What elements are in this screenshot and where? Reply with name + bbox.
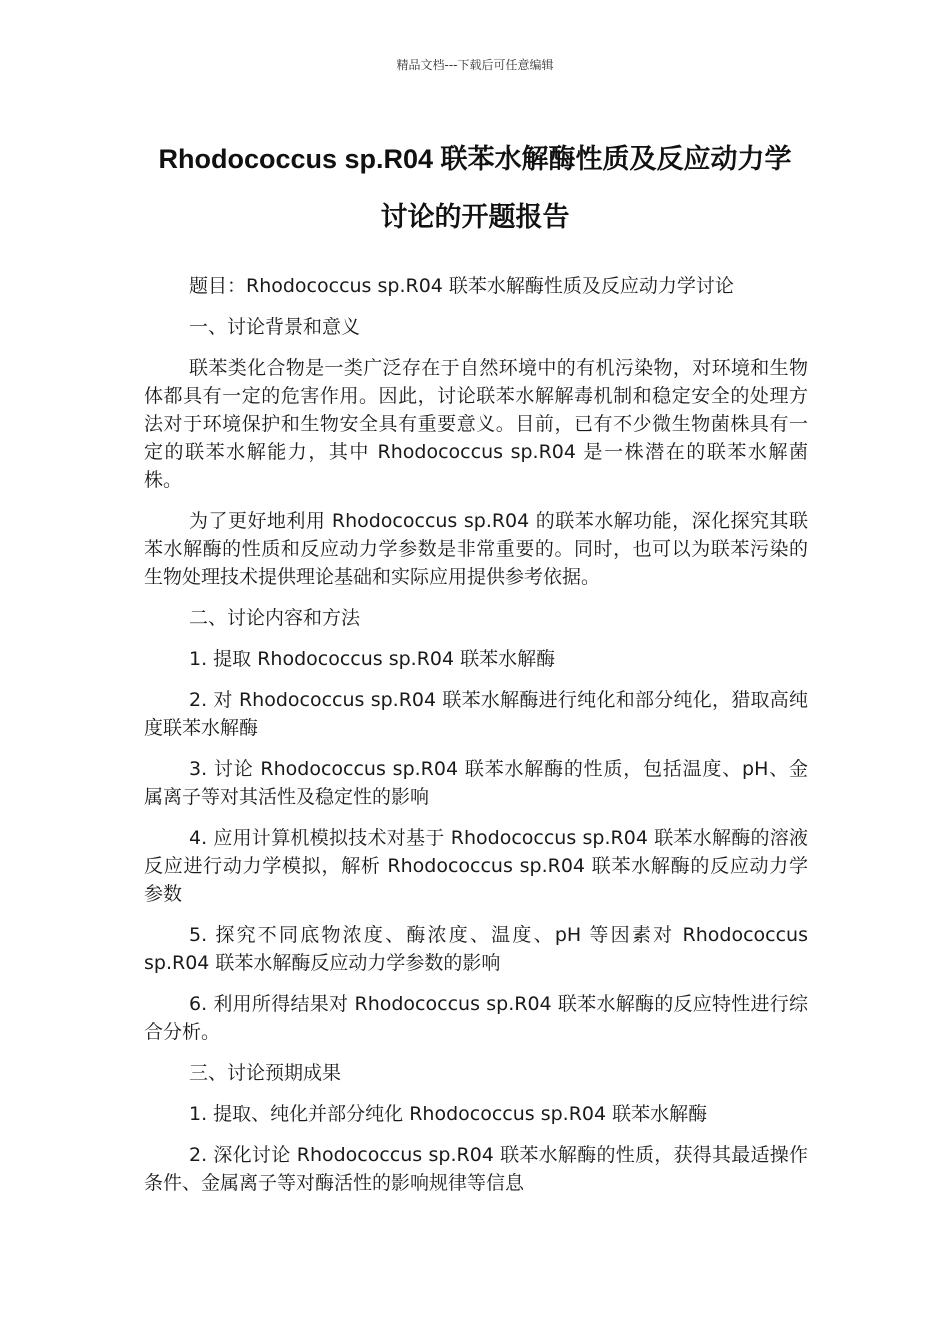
list-item: 1. 提取、纯化并部分纯化 Rhodococcus sp.R04 联苯水解酶 [189, 1103, 708, 1125]
page-header-note: 精品文档---下载后可任意编辑 [396, 58, 554, 72]
list-item: 5. 探究不同底物浓度、酶浓度、温度、pH 等因素对 Rhodococcus sp.R04 联苯水解酶反应动力学参数的影响 [144, 924, 808, 974]
list-item: 1. 提取 Rhodococcus sp.R04 联苯水解酶 [189, 648, 556, 670]
section-heading-background: 一、讨论背景和意义 [189, 316, 361, 338]
list-item: 2. 深化讨论 Rhodococcus sp.R04 联苯水解酶的性质，获得其最适操作条件、金属离子等对酶活性的影响规律等信息 [144, 1144, 808, 1194]
document-body [144, 272, 808, 1210]
section-heading-expected-results: 三、讨论预期成果 [189, 1062, 342, 1084]
list-item: 2. 对 Rhodococcus sp.R04 联苯水解酶进行纯化和部分纯化，猎取高纯度联苯水解酶 [144, 689, 808, 739]
list-item: 4. 应用计算机模拟技术对基于 Rhodococcus sp.R04 联苯水解酶的溶液反应进行动力学模拟，解析 Rhodococcus sp.R04 联苯水解酶的反应动力学参数 [144, 827, 808, 905]
document-title [120, 130, 830, 246]
section-heading-content-methods: 二、讨论内容和方法 [189, 607, 361, 629]
paragraph-background: 联苯类化合物是一类广泛存在于自然环境中的有机污染物，对环境和生物体都具有一定的危害作用。因此，讨论联苯水解解毒机制和稳定安全的处理方法对于环境保护和生物安全具有重要意义。目前，已有不少微生物菌株具有一定的联苯水解能力，其中 Rhodococcus sp.R04 是一株潜在的联苯水解菌株。 [144, 357, 808, 491]
list-item: 6. 利用所得结果对 Rhodococcus sp.R04 联苯水解酶的反应特性进行综合分析。 [144, 993, 808, 1043]
paragraph-purpose: 为了更好地利用 Rhodococcus sp.R04 的联苯水解功能，深化探究其联苯水解酶的性质和反应动力学参数是非常重要的。同时，也可以为联苯污染的生物处理技术提供理论基础和实际应用提供参考依据。 [144, 510, 808, 588]
list-item: 3. 讨论 Rhodococcus sp.R04 联苯水解酶的性质，包括温度、pH、金属离子等对其活性及稳定性的影响 [144, 758, 808, 808]
title-line-1: Rhodococcus sp.R04 联苯水解酶性质及反应动力学 [158, 144, 792, 174]
topic-line: 题目：Rhodococcus sp.R04 联苯水解酶性质及反应动力学讨论 [189, 275, 734, 297]
title-line-2: 讨论的开题报告 [380, 202, 570, 232]
